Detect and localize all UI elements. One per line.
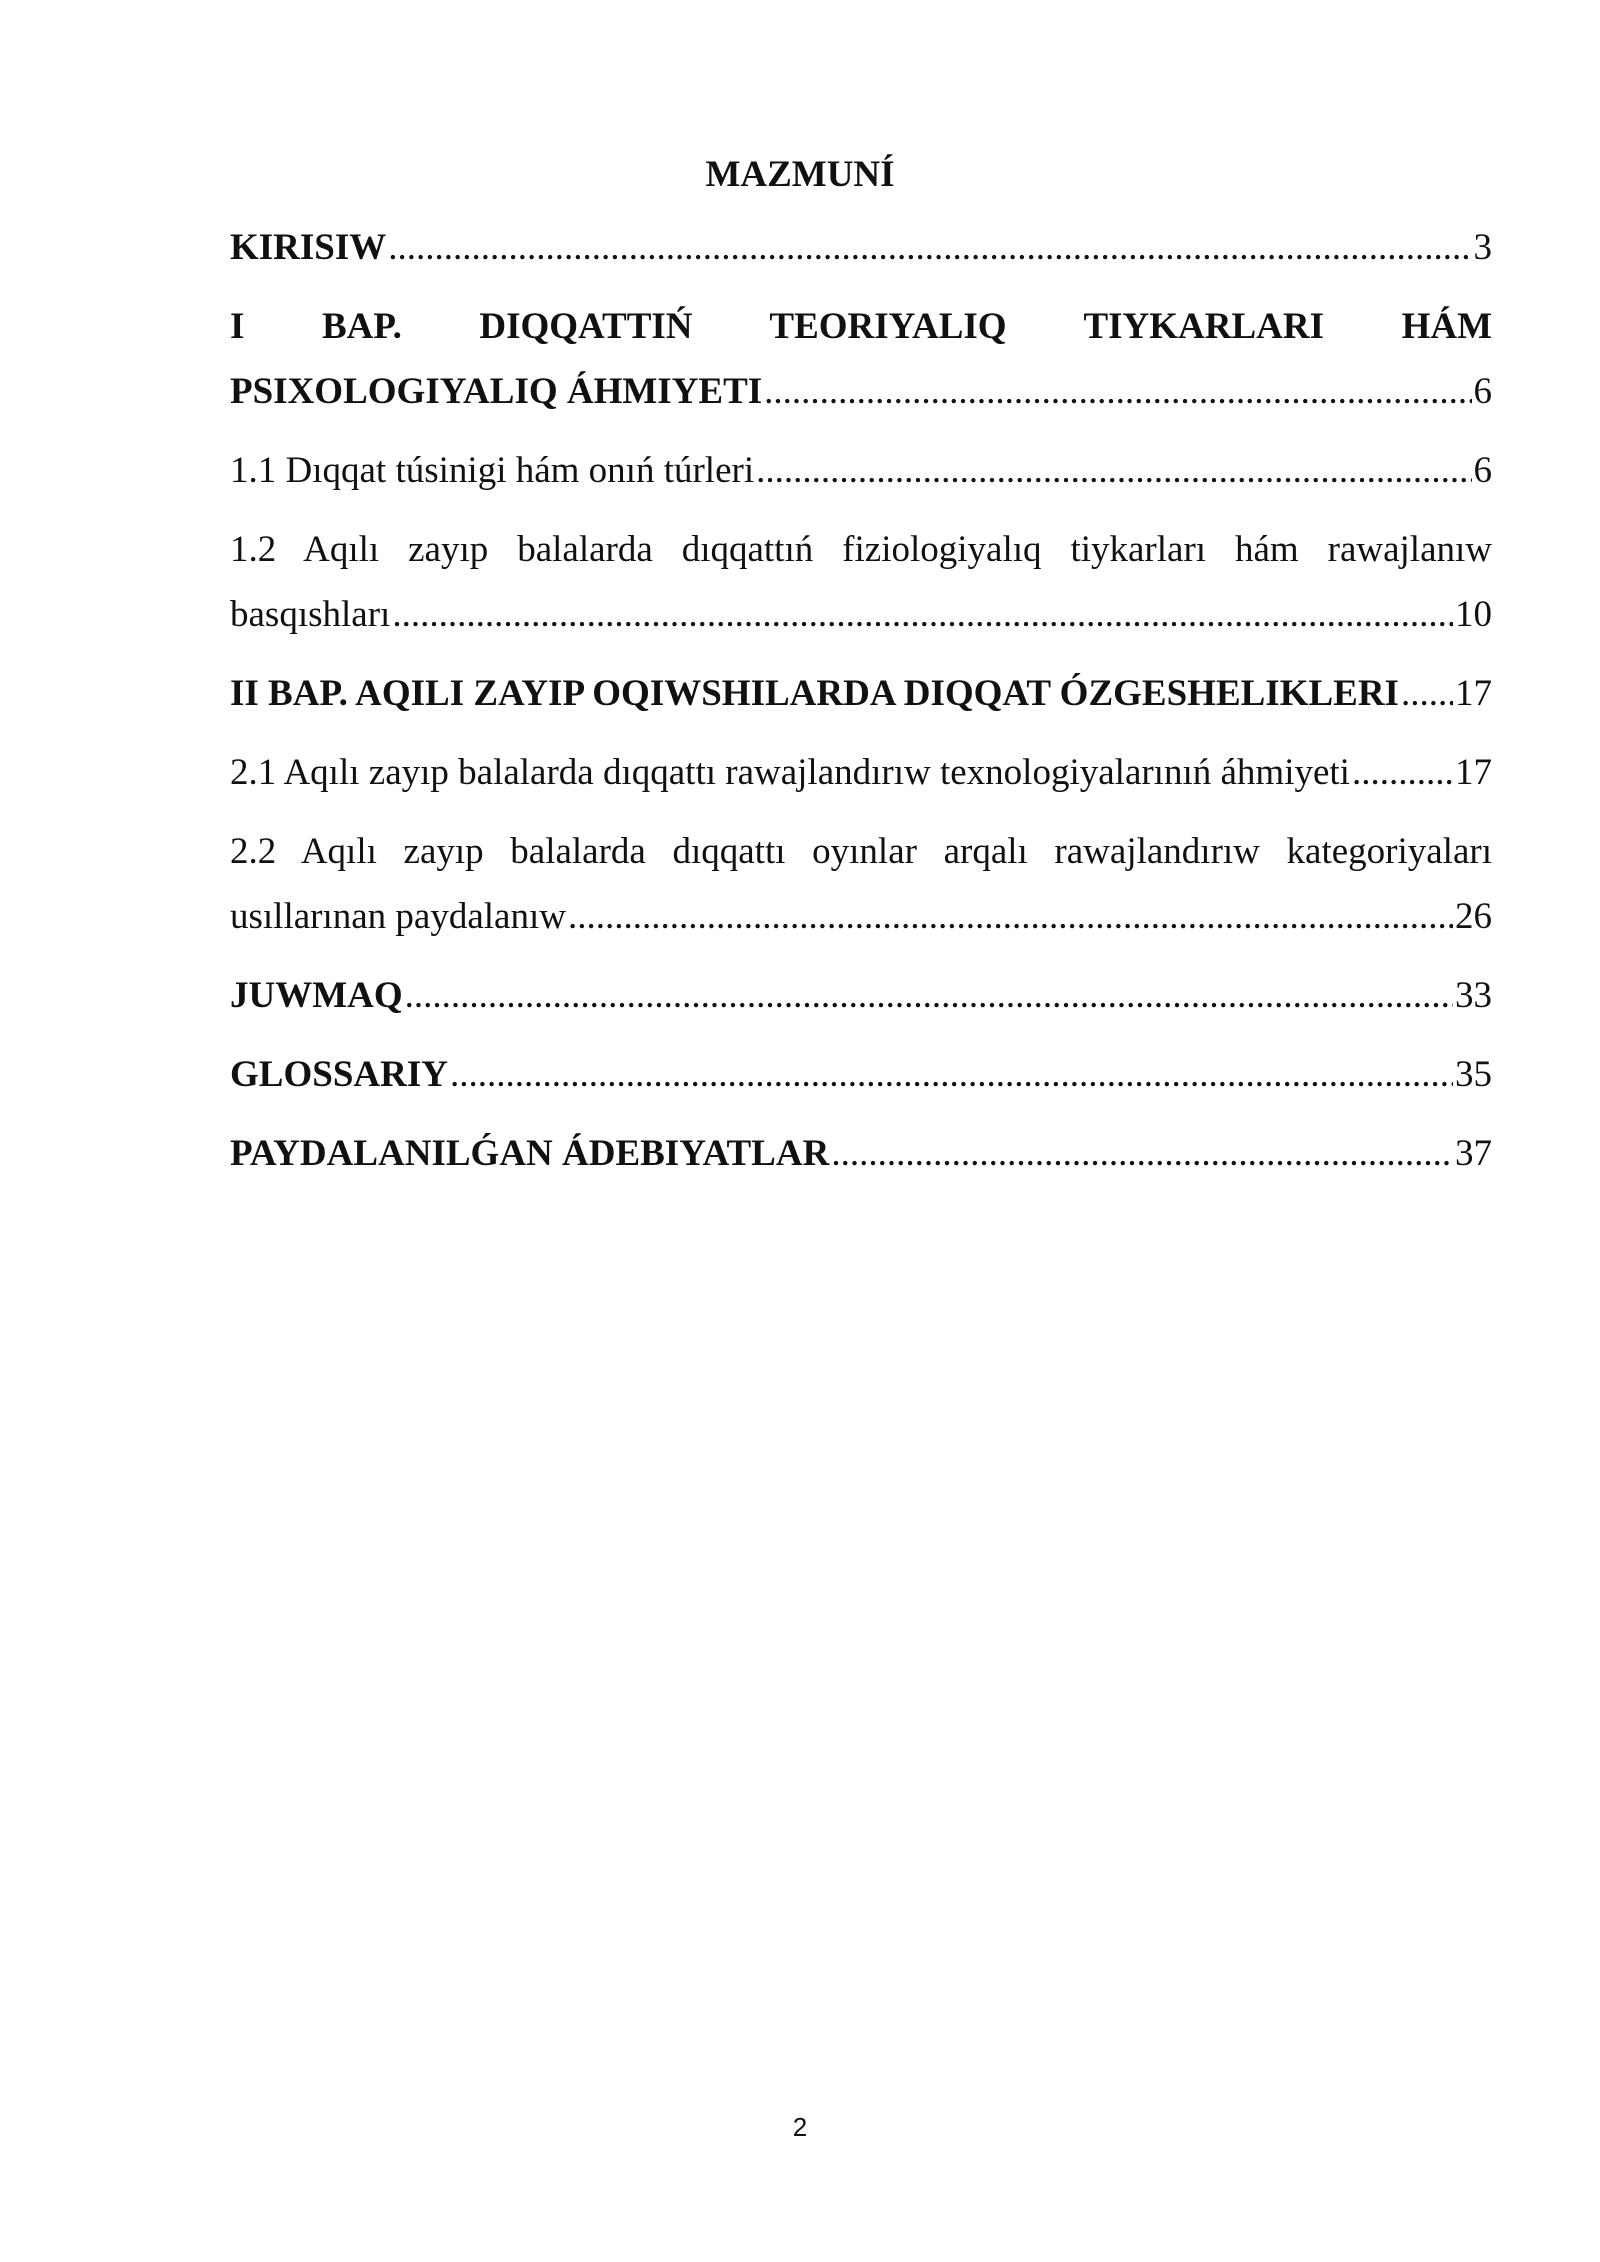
leader-dots	[450, 1042, 1453, 1107]
toc-page-number: 17	[1455, 752, 1492, 793]
toc-label: II BAP. AQILI ZAYIP OQIWSHILARDA DIQQAT ÓZGESHELIKLERI	[230, 673, 1399, 714]
toc-label: 1.1 Dıqqat túsinigi hám onıń túrleri	[230, 450, 755, 491]
toc-entry-2-1	[230, 740, 1492, 805]
toc-label-line1: I BAP. DIQQATTIŃ TEORIYALIQ TIYKARLARI HÁM	[230, 306, 1492, 347]
toc-page-number: 10	[1455, 594, 1492, 635]
toc-entry-kirisiw	[230, 215, 1492, 280]
leader-dots	[392, 582, 1453, 647]
leader-dots	[1352, 740, 1453, 805]
leader-dots	[388, 215, 1471, 280]
toc-page-number: 33	[1455, 975, 1492, 1016]
toc-label: KIRISIW	[230, 227, 387, 268]
toc-label-line2: usıllarınan paydalanıw	[230, 896, 566, 937]
toc-label: GLOSSARIY	[230, 1054, 448, 1095]
toc-label: JUWMAQ	[230, 975, 403, 1016]
leader-dots	[831, 1121, 1453, 1186]
page-title: MAZMUNÍ	[705, 154, 895, 195]
toc-page-number: 3	[1473, 227, 1492, 268]
toc-label-line2: basqıshları	[230, 594, 391, 635]
toc-page-number: 17	[1455, 673, 1492, 714]
leader-dots	[756, 438, 1471, 503]
toc-entry-chapter-1	[230, 294, 1492, 424]
leader-dots	[405, 963, 1453, 1028]
page-number-footer: 2	[792, 2112, 808, 2142]
toc-entry-1-1	[230, 438, 1492, 503]
toc-entry-glossariy	[230, 1042, 1492, 1107]
toc-page-number: 6	[1473, 371, 1492, 412]
toc-page-number: 6	[1473, 450, 1492, 491]
toc-page-number: 35	[1455, 1054, 1492, 1095]
toc-line	[230, 215, 1492, 280]
toc-page-number: 37	[1455, 1133, 1492, 1174]
toc-entry-chapter-2	[230, 661, 1492, 726]
toc-label: PAYDALANILǴAN ÁDEBIYATLAR	[230, 1133, 830, 1174]
toc-label: 2.1 Aqılı zayıp balalarda dıqqattı rawajlandırıw texnologiyalarınıń áhmiyeti	[230, 752, 1350, 793]
leader-dots	[764, 359, 1471, 424]
toc-label-line2: PSIXOLOGIYALIQ ÁHMIYETI	[230, 371, 763, 412]
toc-line	[230, 1121, 1492, 1186]
toc-page-number: 26	[1455, 896, 1492, 937]
toc-entry-2-2	[230, 819, 1492, 949]
toc-line	[230, 438, 1492, 503]
leader-dots	[1401, 661, 1453, 726]
toc-line	[230, 661, 1492, 726]
toc-line	[230, 884, 1492, 949]
toc-label-line1: 2.2 Aqılı zayıp balalarda dıqqattı oyınlar arqalı rawajlandırıw kategoriyaları	[230, 831, 1492, 872]
toc-line	[230, 1042, 1492, 1107]
table-of-contents	[230, 215, 1492, 1200]
toc-line	[230, 963, 1492, 1028]
toc-entry-adebiyatlar	[230, 1121, 1492, 1186]
toc-label-line1: 1.2 Aqılı zayıp balalarda dıqqattıń fiziologiyalıq tiykarları hám rawajlanıw	[230, 529, 1492, 570]
leader-dots	[568, 884, 1453, 949]
toc-line	[230, 582, 1492, 647]
toc-line	[230, 359, 1492, 424]
toc-line	[230, 740, 1492, 805]
toc-entry-juwmaq	[230, 963, 1492, 1028]
toc-entry-1-2	[230, 517, 1492, 647]
